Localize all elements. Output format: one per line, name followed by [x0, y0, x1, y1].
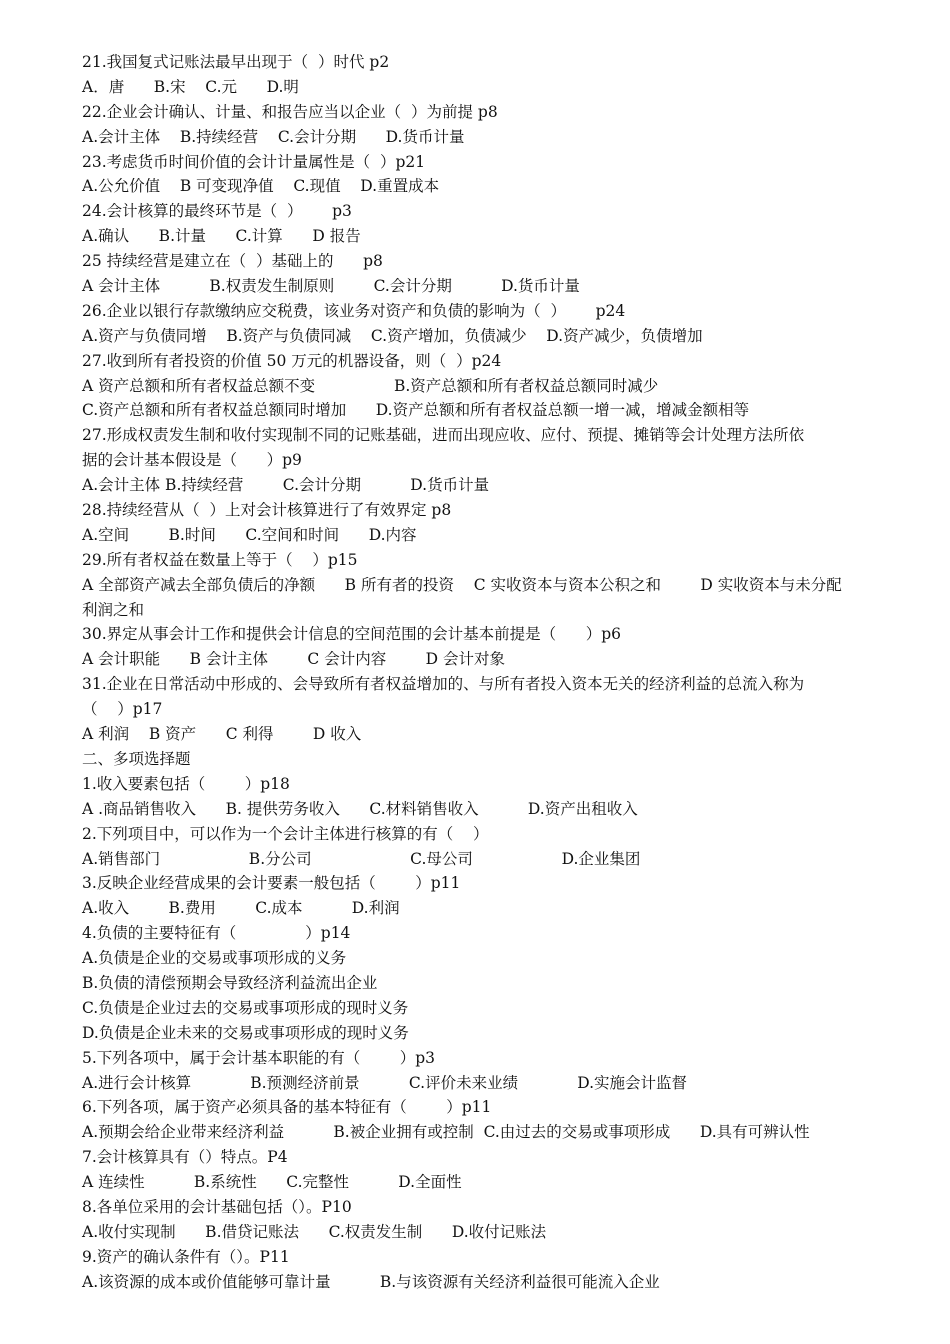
options-29: A 全部资产减去全部负债后的净额 B 所有者的投资 C 实收资本与资本公积之和 D 实收资本与未分配	[82, 575, 842, 594]
mc-question-9: 9.资产的确认条件有（）。P11	[82, 1247, 290, 1266]
options-22: A.会计主体 B.持续经营 C.会计分期 D.货币计量	[82, 127, 465, 146]
options-28: A.空间 B.时间 C.空间和时间 D.内容	[82, 525, 417, 544]
question-21: 21.我国复式记账法最早出现于（ ）时代 p2	[82, 53, 390, 71]
question-26: 26.企业以银行存款缴纳应交税费，该业务对资产和负债的影响为（ ） p24	[82, 301, 626, 320]
mc-options-7: A 连续性 B.系统性 C.完整性 D.全面性	[82, 1173, 462, 1192]
question-29: 29.所有者权益在数量上等于（ ）p15	[82, 550, 358, 569]
mc-question-4: 4.负债的主要特征有（ ）p14	[82, 924, 351, 943]
question-22: 22.企业会计确认、计量、和报告应当以企业（ ）为前提 p8	[82, 102, 498, 121]
question-31-cont: （ ）p17	[82, 700, 163, 719]
options-25: A 会计主体 B.权责发生制原则 C.会计分期 D.货币计量	[82, 277, 580, 296]
mc-question-6: 6.下列各项，属于资产必须具备的基本特征有（ ）p11	[82, 1098, 492, 1117]
question-30: 30.界定从事会计工作和提供会计信息的空间范围的会计基本前提是（ ）p6	[82, 625, 621, 644]
options-23: A.公允价值 B 可变现净值 C.现值 D.重置成本	[82, 177, 440, 196]
options-31: A 利润 B 资产 C 利得 D 收入	[82, 725, 362, 744]
mc-question-3: 3.反映企业经营成果的会计要素一般包括（ ）p11	[82, 874, 461, 893]
mc-question-2: 2.下列项目中，可以作为一个会计主体进行核算的有（ ）	[82, 824, 489, 843]
question-23: 23.考虑货币时间价值的会计计量属性是（ ）p21	[82, 152, 426, 171]
options-27a-ab: A 资产总额和所有者权益总额不变 B.资产总额和所有者权益总额同时减少	[82, 376, 659, 395]
question-25: 25 持续经营是建立在（ ）基础上的 p8	[82, 252, 383, 271]
question-28: 28.持续经营从（ ）上对会计核算进行了有效界定 p8	[82, 501, 452, 520]
question-list	[82, 50, 882, 1295]
question-24: 24.会计核算的最终环节是（ ） p3	[82, 202, 352, 221]
mc-option-4a: A.负债是企业的交易或事项形成的义务	[82, 949, 347, 968]
section-heading: 二、多项选择题	[82, 749, 191, 768]
options-30: A 会计职能 B 会计主体 C 会计内容 D 会计对象	[82, 650, 505, 669]
mc-options-6: A.预期会给企业带来经济利益 B.被企业拥有或控制 C.由过去的交易或事项形成 D.具有可辨认性	[82, 1123, 810, 1142]
mc-options-2: A.销售部门 B.分公司 C.母公司 D.企业集团	[82, 849, 641, 868]
question-27b-cont: 据的会计基本假设是（ ）p9	[82, 451, 302, 470]
mc-option-4b: B.负债的清偿预期会导致经济利益流出企业	[82, 973, 378, 992]
mc-options-1: A .商品销售收入 B. 提供劳务收入 C.材料销售收入 D.资产出租收入	[82, 799, 638, 818]
question-31: 31.企业在日常活动中形成的、会导致所有者权益增加的、与所有者投入资本无关的经济利益的总流入称为	[82, 675, 805, 694]
question-27a: 27.收到所有者投资的价值 50 万元的机器设备，则（ ）p24	[82, 351, 502, 370]
options-26: A.资产与负债同增 B.资产与负债同减 C.资产增加，负债减少 D.资产减少，负债增加	[82, 326, 703, 345]
question-27b: 27.形成权责发生制和收付实现制不同的记账基础，进而出现应收、应付、预提、摊销等会计处理方法所依	[82, 426, 805, 445]
mc-options-8: A.收付实现制 B.借贷记账法 C.权责发生制 D.收付记账法	[82, 1222, 547, 1241]
options-21: A．唐 B.宋 C.元 D.明	[82, 77, 299, 96]
options-29-cont: 利润之和	[82, 600, 145, 619]
mc-options-5: A.进行会计核算 B.预测经济前景 C.评价未来业绩 D.实施会计监督	[82, 1073, 687, 1092]
mc-options-9: A.该资源的成本或价值能够可靠计量 B.与该资源有关经济利益很可能流入企业	[82, 1272, 660, 1291]
options-27b: A.会计主体 B.持续经营 C.会计分期 D.货币计量	[82, 476, 490, 495]
options-24: A.确认 B.计量 C.计算 D 报告	[82, 227, 361, 246]
mc-options-3: A.收入 B.费用 C.成本 D.利润	[82, 899, 400, 918]
mc-option-4c: C.负债是企业过去的交易或事项形成的现时义务	[82, 998, 409, 1017]
mc-question-8: 8.各单位采用的会计基础包括（）。P10	[82, 1197, 352, 1216]
mc-question-7: 7.会计核算具有（）特点。P4	[82, 1148, 288, 1167]
mc-question-1: 1.收入要素包括（ ）p18	[82, 774, 290, 793]
mc-question-5: 5.下列各项中，属于会计基本职能的有（ ）p3	[82, 1048, 435, 1067]
mc-option-4d: D.负债是企业未来的交易或事项形成的现时义务	[82, 1023, 409, 1042]
options-27a-cd: C.资产总额和所有者权益总额同时增加 D.资产总额和所有者权益总额一增一减，增减金额相等	[82, 401, 750, 420]
